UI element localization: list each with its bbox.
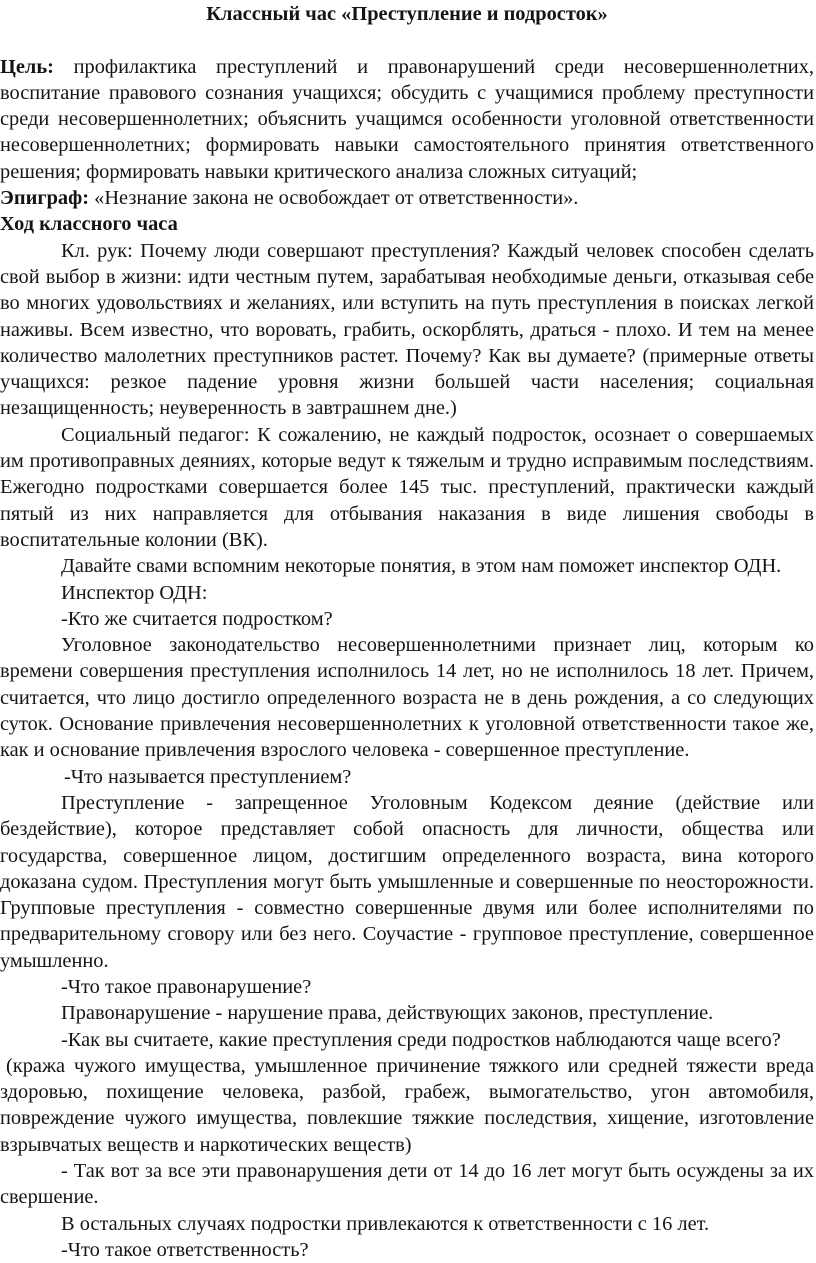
paragraph-age-16: В остальных случаях подростки привлекаются к ответственности с 16 лет. — [61, 1212, 710, 1235]
paragraph-offense-definition: Правонарушение - нарушение права, действующих законов, преступление. — [61, 1002, 714, 1025]
goal-label: Цель: — [0, 55, 54, 78]
paragraph-social-pedagogue: Социальный педагог: К сожалению, не каждый подросток, осознает о совершаемых им противоправных деяниях, которые ведут к тяжелым и трудно исправимым последствиям. Ежегодно подростками совершается более 145 тыс. преступлений, практически каждый пятый из них направляется для отбывания наказания в виде лишения свободы в воспитательные колонии (ВК). — [0, 423, 814, 551]
blank-line — [0, 27, 814, 53]
section-heading: Ход классного часа — [0, 213, 178, 236]
question-teenager: -Кто же считается подростком? — [61, 607, 333, 630]
goal-text: профилактика преступлений и правонарушений среди несовершеннолетних, воспитание правового сознания учащихся; обсудить с учащимися проблему преступности среди несовершеннолетних; объяснить учащимся особенности уголовной ответственности несовершеннолетних; формировать навыки самостоятельного принятия ответственного решения; формировать навыки критического анализа сложных ситуаций; — [0, 55, 814, 183]
paragraph-teacher: Кл. рук: Почему люди совершают преступления? Каждый человек способен сделать свой выбор в жизни: идти честным путем, зарабатывая необходимые деньги, отказывая себе во многих удовольствиях и желаниях, или вступить на путь преступления в поисках легкой наживы. Всем известно, что воровать, грабить, оскорблять, драться - плохо. И тем на менее количество малолетних преступников растет. Почему? Как вы думаете? (примерные ответы учащихся: резкое падение уровня жизни большей части населения; социальная незащищенность; неуверенность в завтрашнем дне.) — [0, 239, 814, 420]
goal-paragraph — [0, 54, 814, 185]
paragraph-crime-definition: Преступление - запрещенное Уголовным Кодексом деяние (действие или бездействие), которое представляет собой опасность для личности, общества или государства, совершенное лицом, достигшим определенного возраста, вина которого доказана судом. Преступления могут быть умышленные и совершенные по неосторожности. Групповые преступления - совместно совершенные двумя или более исполнителями по предварительному сговору или без него. Соучастие - групповое преступление, совершенное умышленно. — [0, 791, 814, 972]
epigraph-paragraph — [0, 185, 814, 211]
question-responsibility: -Что такое ответственность? — [61, 1238, 309, 1261]
question-common-crimes: -Как вы считаете, какие преступления среди подростков наблюдаются чаще всего? — [61, 1028, 781, 1051]
paragraph-crimes-list: (кража чужого имущества, умышленное причинение тяжкого или средней тяжести вреда здоровью, похищение человека, разбой, грабеж, вымогательство, угон автомобиля, повреждение чужого имущества, повлекшие тяжкие последствия, хищение, изготовление взрывчатых веществ и наркотических веществ) — [0, 1054, 814, 1156]
paragraph-inspector: Инспектор ОДН: — [61, 581, 208, 604]
document-title: Классный час «Преступление и подросток» — [206, 3, 608, 25]
question-offense: -Что такое правонарушение? — [61, 975, 312, 998]
epigraph-text: «Незнание закона не освобождает от ответственности». — [89, 187, 579, 210]
paragraph-criminal-law: Уголовное законодательство несовершеннолетними признает лиц, которым ко времени совершения преступления исполнилось 14 лет, но не исполнилось 18 лет. Причем, считается, что лицо достигло определенного возраста не в день рождения, а со следующих суток. Основание привлечения несовершеннолетних к уголовной ответственности такое же, как и основание привлечения взрослого человека - совершенное преступление. — [0, 634, 814, 762]
paragraph-age-14-16: - Так вот за все эти правонарушения дети от 14 до 16 лет могут быть осуждены за их свершение. — [0, 1160, 814, 1209]
question-crime: -Что называется преступлением? — [64, 765, 352, 788]
epigraph-label: Эпиграф: — [0, 187, 90, 210]
document-page — [0, 1, 816, 1261]
paragraph-concepts-intro: Давайте свами вспомним некоторые понятия, в этом нам поможет инспектор ОДН. — [61, 555, 782, 578]
